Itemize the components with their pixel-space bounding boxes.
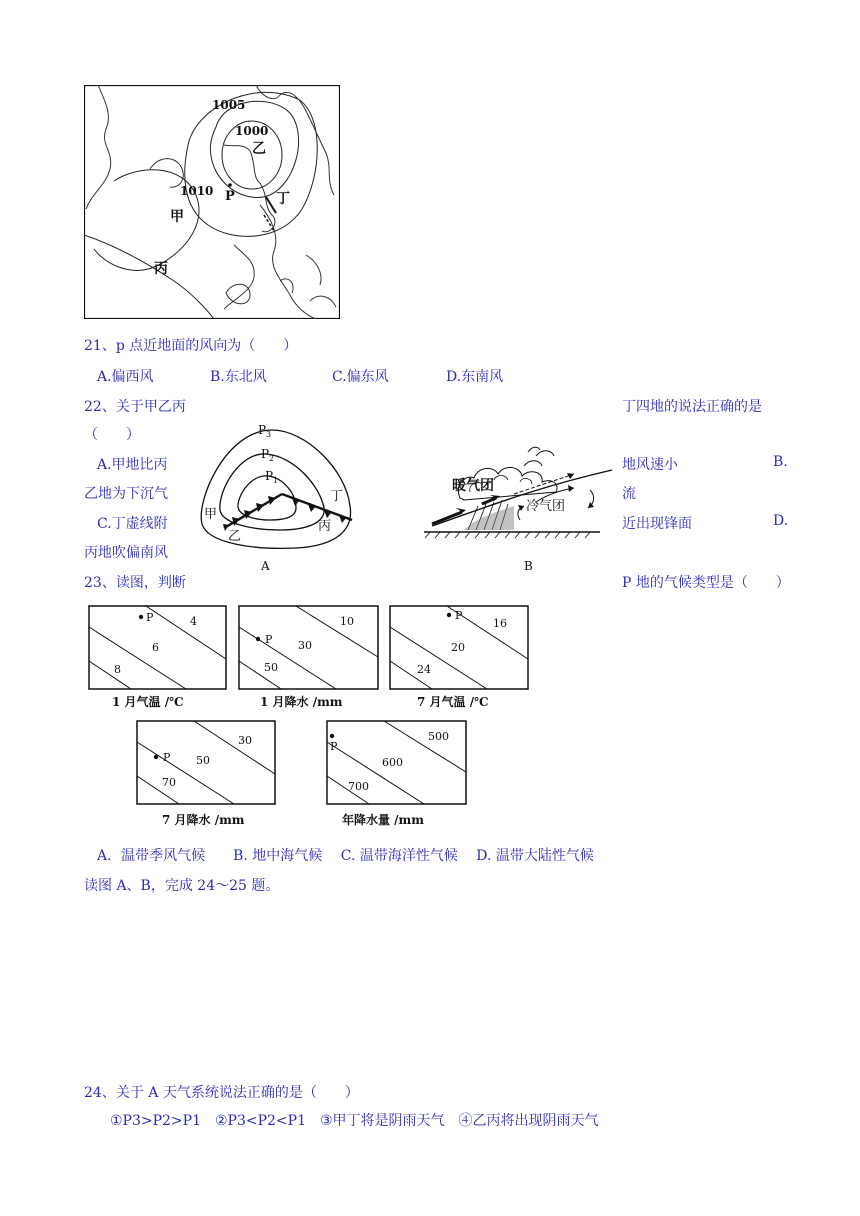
q22-option-b-left: 乙地为下沉气	[84, 486, 168, 502]
q22-stem-right: 丁四地的说法正确的是	[622, 399, 762, 415]
q23-stem-right: P 地的气候类型是（ ）	[622, 575, 790, 591]
q21-option-b: B.东北风	[210, 369, 267, 385]
q22-option-a-left: A.甲地比丙	[97, 457, 168, 473]
isoline-value: 30	[298, 639, 312, 652]
place-label: 乙	[252, 141, 266, 157]
isoline-value: 70	[162, 776, 176, 789]
point-p-label: P	[265, 633, 273, 646]
point-p-marker	[154, 755, 158, 759]
isobar-p2-sub: 2	[269, 454, 275, 463]
panel-jul-precipitation	[134, 720, 280, 832]
isoline-value: 10	[340, 615, 354, 628]
point-p-label: P	[330, 740, 338, 753]
isobar-p1-sub: 1	[273, 476, 279, 485]
place-yi: 乙	[228, 529, 242, 544]
panel-jan-precipitation	[236, 605, 382, 709]
figure-a-caption: A	[261, 559, 270, 573]
warm-air-mass-label: 暖气团	[452, 478, 494, 494]
point-p-marker	[330, 734, 334, 738]
panel-jul-temperature	[387, 605, 533, 709]
isoline-value: 50	[196, 754, 210, 767]
place-ding: 丁	[330, 489, 344, 504]
q21-option-a: A.偏西风	[97, 369, 154, 385]
q24-stem: 24、关于 A 天气系统说法正确的是（ ）	[84, 1085, 359, 1101]
isoline-value: 700	[348, 780, 369, 793]
isobar-p1-label: P	[265, 469, 274, 483]
q24-options: ①P3>P2>P1 ②P3<P2<P1 ③甲丁将是阴雨天气 ④乙丙将出现阴雨天气	[110, 1113, 599, 1129]
q21-stem: 21、p 点近地面的风向为（ ）	[84, 338, 298, 354]
isoline-value: 30	[238, 734, 252, 747]
q23-options: A．温带季风气候 B. 地中海气候 C. 温带海洋性气候 D. 温带大陆性气候	[97, 848, 594, 864]
isoline-value: 500	[428, 730, 449, 743]
q23-stem-left: 23、读图，判断	[84, 575, 186, 591]
panel-caption: 年降水量 /mm	[342, 813, 424, 827]
isobar-label: 1010	[180, 184, 214, 198]
point-p-marker	[447, 613, 451, 617]
place-label: 丁	[276, 191, 290, 207]
q22-paren: （ ）	[84, 427, 140, 443]
isobar-p2-label: P	[261, 447, 270, 461]
figure-a-cyclone	[196, 420, 360, 576]
point-p-label: P	[455, 609, 463, 622]
q22-option-b-label: B.	[773, 454, 788, 470]
q21-option-c: C.偏东风	[332, 369, 389, 385]
q22-option-d-label: D.	[773, 513, 789, 529]
isoline-value: 6	[152, 641, 159, 654]
panel-caption: 7 月气温 /℃	[417, 695, 489, 709]
q22-option-c-left: C.丁虚线附	[97, 516, 168, 532]
panel-annual-precipitation	[324, 720, 470, 832]
place-bing: 丙	[318, 519, 332, 534]
q22-option-a-right: 地风速小	[622, 457, 678, 473]
isobar-label: 1005	[212, 98, 246, 112]
isobar-map	[84, 85, 340, 319]
panel-caption: 7 月降水 /mm	[162, 813, 245, 827]
isoline-value: 8	[114, 663, 121, 676]
isoline-value: 16	[493, 617, 507, 630]
place-jia: 甲	[204, 507, 218, 522]
panel-caption: 1 月气温 /℃	[112, 695, 184, 709]
cold-air-mass-label: 冷气团	[526, 499, 566, 514]
isoline-value: 20	[451, 641, 465, 654]
q22-stem-left: 22、关于甲乙丙	[84, 399, 186, 415]
isoline-value: 50	[264, 661, 278, 674]
q21-option-d: D.东南风	[446, 369, 504, 385]
point-p-marker	[256, 637, 260, 641]
isoline-value: 24	[417, 663, 431, 676]
panel-caption: 1 月降水 /mm	[260, 695, 343, 709]
figure-b-caption: B	[524, 559, 533, 573]
point-p-marker	[228, 183, 232, 187]
place-label: 甲	[170, 209, 184, 225]
isoline-value: 4	[190, 615, 197, 628]
q22-option-d-left: 丙地吹偏南风	[84, 545, 168, 561]
isobar-p3-sub: 3	[266, 430, 272, 439]
q22-option-c-right: 近出现锋面	[622, 516, 692, 532]
point-p-marker	[139, 615, 143, 619]
q22-option-b-right: 流	[622, 486, 636, 502]
isoline-value: 600	[382, 756, 403, 769]
place-label: P	[225, 189, 235, 204]
point-p-label: P	[163, 751, 171, 764]
section-intro: 读图 A、B，完成 24～25 题。	[84, 878, 280, 894]
point-p-label: P	[146, 611, 154, 624]
isobar-p3-label: P	[258, 423, 267, 437]
figure-b-front	[424, 444, 614, 576]
isobar-label: 1000	[235, 124, 269, 138]
place-label: 丙	[154, 261, 168, 277]
panel-jan-temperature	[86, 605, 232, 709]
